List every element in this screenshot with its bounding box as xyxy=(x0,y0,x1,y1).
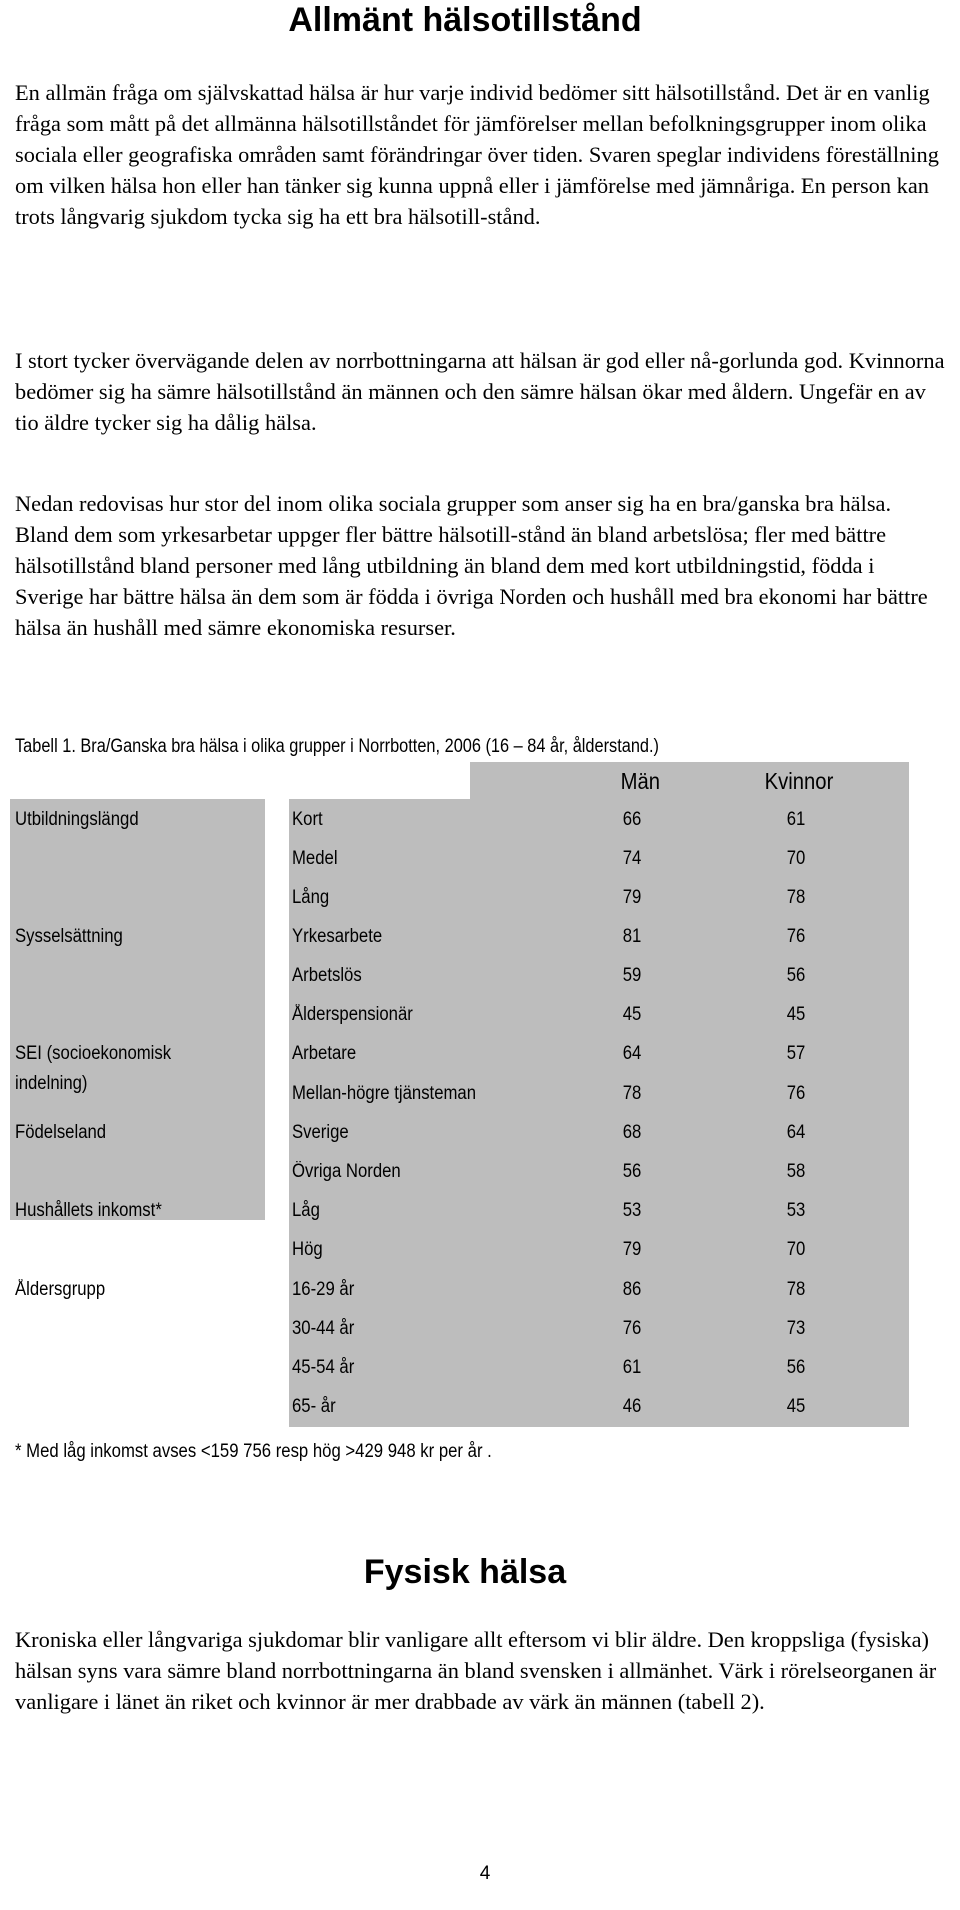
table-value-women: 76 xyxy=(786,1083,806,1104)
table-value-women: 78 xyxy=(786,1279,806,1300)
table-subgroup-label: 16-29 år xyxy=(292,1279,355,1300)
table-subgroup-label: Låg xyxy=(292,1200,320,1221)
table-value-men: 64 xyxy=(622,1043,642,1064)
table-value-men: 53 xyxy=(622,1200,642,1221)
table-shade-group-column xyxy=(10,799,265,1220)
table-value-women: 56 xyxy=(786,1357,806,1378)
table-group-label: Sysselsättning xyxy=(15,926,123,947)
table-footnote: * Med låg inkomst avses <159 756 resp hög >429 948 kr per år . xyxy=(15,1441,492,1462)
table-subgroup-label: 45-54 år xyxy=(292,1357,355,1378)
table-subgroup-label: 30-44 år xyxy=(292,1318,355,1339)
table-subgroup-label: Övriga Norden xyxy=(292,1161,401,1182)
table-subgroup-label: 65- år xyxy=(292,1396,336,1417)
table-value-women: 61 xyxy=(786,809,806,830)
table-value-women: 53 xyxy=(786,1200,806,1221)
table-value-women: 58 xyxy=(786,1161,806,1182)
table-subgroup-label: Medel xyxy=(292,848,338,869)
table-subgroup-label: Arbetslös xyxy=(292,965,362,986)
paragraph-physical-health: Kroniska eller långvariga sjukdomar blir vanligare allt eftersom vi blir äldre. Den kroppsliga (fysiska) hälsan syns vara sämre bland norrbottningarna än bland svensken i allmänhet. Värk i rörelseorganen är vanligare i länet än riket och kvinnor är mer drabbade av värk än männen (tabell 2). xyxy=(15,1627,937,1714)
table-value-women: 73 xyxy=(786,1318,806,1339)
table-value-men: 74 xyxy=(622,848,642,869)
table-value-men: 59 xyxy=(622,965,642,986)
table-subgroup-label: Lång xyxy=(292,887,330,908)
table-value-men: 81 xyxy=(622,926,642,947)
column-header-women: Kvinnor xyxy=(764,768,834,794)
table-group-label: Hushållets inkomst* xyxy=(15,1200,162,1221)
table-subgroup-label: Arbetare xyxy=(292,1043,357,1064)
table-value-men: 56 xyxy=(622,1161,642,1182)
table-value-women: 64 xyxy=(786,1122,806,1143)
table-subgroup-label: Mellan-högre tjänsteman xyxy=(292,1083,477,1104)
paragraph-social-groups: Nedan redovisas hur stor del inom olika sociala grupper som anser sig ha en bra/ganska bra hälsa. Bland dem som yrkesarbetar uppger fler bättre hälsotill-stånd än bland arbetslösa; fler med bättre hälsotillstånd bland personer med lång utbildning än bland dem med kort utbildningstid, födda i Sverige har bättre hälsa än dem som är födda i övriga Norden och hushåll med bra ekonomi har bättre hälsa än hushåll med sämre ekonomiska resurser. xyxy=(15,491,928,640)
table-value-women: 70 xyxy=(786,1239,806,1260)
table-value-men: 45 xyxy=(622,1004,642,1025)
table-group-label: SEI (socioekonomisk xyxy=(15,1043,172,1064)
page-number: 4 xyxy=(479,1863,491,1884)
table-value-women: 70 xyxy=(786,848,806,869)
table-group-label: Åldersgrupp xyxy=(15,1279,106,1300)
table-shade-header xyxy=(470,762,909,799)
table-value-men: 68 xyxy=(622,1122,642,1143)
table-subgroup-label: Kort xyxy=(292,809,323,830)
table-group-label: indelning) xyxy=(15,1073,88,1094)
table-value-women: 45 xyxy=(786,1004,806,1025)
table-value-men: 79 xyxy=(622,887,642,908)
table-value-women: 45 xyxy=(786,1396,806,1417)
table-subgroup-label: Hög xyxy=(292,1239,323,1260)
table-subgroup-label: Sverige xyxy=(292,1122,349,1143)
table-group-label: Utbildningslängd xyxy=(15,809,139,830)
paragraph-overview: I stort tycker övervägande delen av norrbottningarna att hälsan är god eller nå-gorlunda god. Kvinnorna bedömer sig ha sämre hälsotillstånd än männen och den sämre hälsan ökar med åldern. Ungefär en av tio äldre tycker sig ha dålig hälsa. xyxy=(15,348,945,435)
table-subgroup-label: Yrkesarbete xyxy=(292,926,383,947)
table-value-men: 46 xyxy=(622,1396,642,1417)
table-value-women: 56 xyxy=(786,965,806,986)
table-group-label: Födelseland xyxy=(15,1122,107,1143)
table-value-women: 57 xyxy=(786,1043,806,1064)
table-value-men: 86 xyxy=(622,1279,642,1300)
section-title-physical-health: Fysisk hälsa xyxy=(363,1553,567,1591)
table-value-men: 66 xyxy=(622,809,642,830)
table-value-men: 61 xyxy=(622,1357,642,1378)
table-subgroup-label: Ålderspensionär xyxy=(292,1004,413,1025)
table-value-women: 78 xyxy=(786,887,806,908)
paragraph-intro: En allmän fråga om självskattad hälsa är hur varje individ bedömer sitt hälsotillstånd. Det är en vanlig fråga som mått på det allmänna hälsotillståndet för jämförelser mellan befolkningsgrupper inom olika sociala eller geografiska områden samt förändringar över tiden. Svaren speglar individens föreställning om vilken hälsa hon eller han tänker sig kunna uppnå eller i jämförelse med jämnåriga. En person kan trots långvarig sjukdom tycka sig ha ett bra hälsotill-stånd. xyxy=(15,80,939,229)
table-value-men: 78 xyxy=(622,1083,642,1104)
section-title-general-health: Allmänt hälsotillstånd xyxy=(288,1,642,39)
table-value-men: 79 xyxy=(622,1239,642,1260)
table-value-women: 76 xyxy=(786,926,806,947)
column-header-men: Män xyxy=(620,768,661,794)
table-caption: Tabell 1. Bra/Ganska bra hälsa i olika grupper i Norrbotten, 2006 (16 – 84 år, ålderstand.) xyxy=(15,736,659,757)
table-value-men: 76 xyxy=(622,1318,642,1339)
